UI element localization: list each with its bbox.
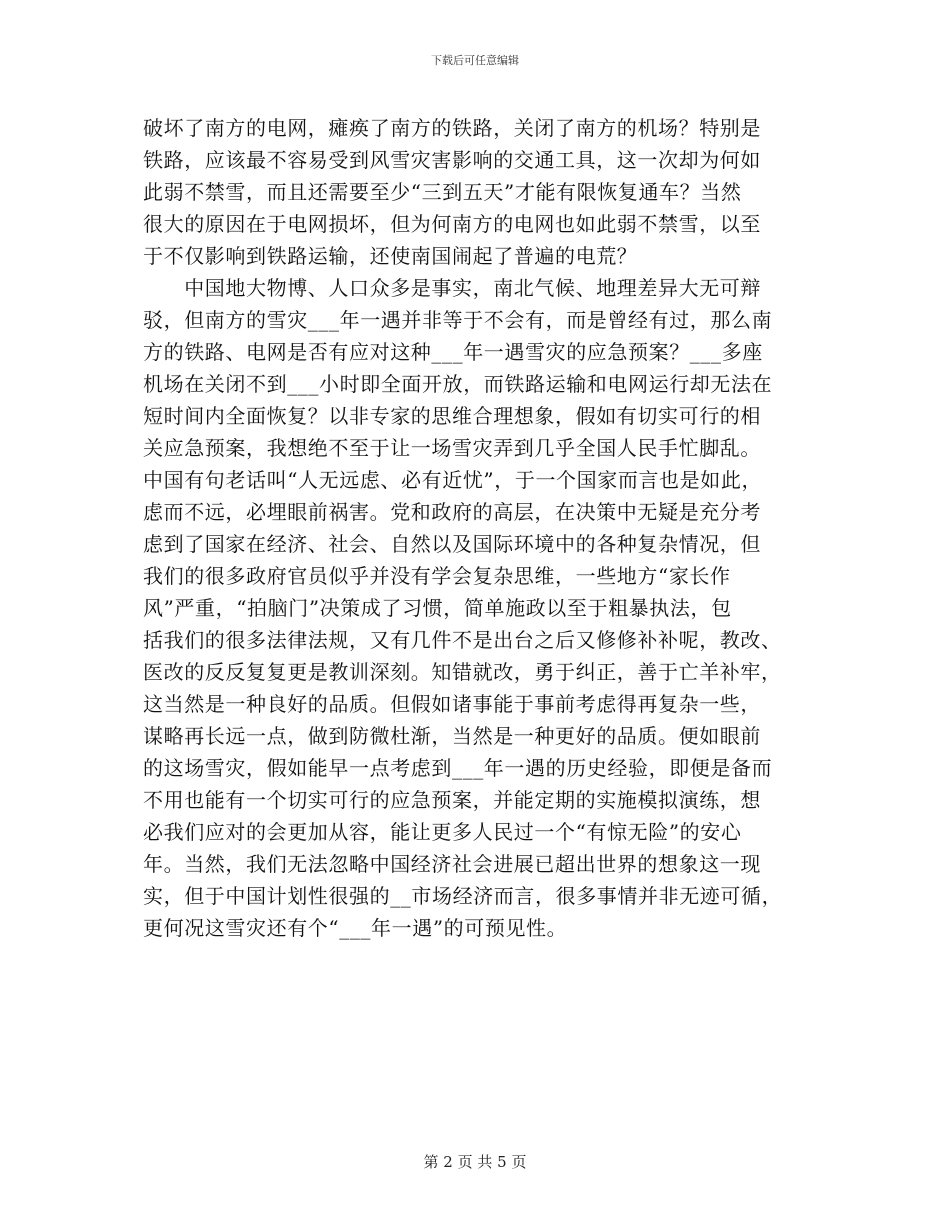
body-line: 方的铁路、电网是否有应对这种___年一遇雪灾的应急预案？___多座 [143, 340, 763, 364]
body-line: 括我们的很多法律法规，又有几件不是出台之后又修修补补呢，教改、 [143, 628, 782, 652]
body-line: 不用也能有一个切实可行的应急预案，并能定期的实施模拟演练，想 [143, 788, 761, 812]
body-line: 驳，但南方的雪灾___年一遇并非等于不会有，而是曾经有过，那么南 [143, 308, 773, 332]
body-line: 年。当然，我们无法忽略中国经济社会进展已超出世界的想象这一现 [143, 852, 761, 876]
body-line: 中国有句老话叫“人无远虑、必有近忧”，于一个国家而言也是如此， [143, 468, 763, 492]
body-line: 虑到了国家在经济、社会、自然以及国际环境中的各种复杂情况，但 [143, 532, 761, 556]
document-body [143, 112, 813, 944]
body-line: 我们的很多政府官员似乎并没有学会复杂思维，一些地方“家长作 [143, 564, 731, 588]
body-line: 更何况这雪灾还有个“___年一遇”的可预见性。 [143, 916, 568, 940]
body-line: 破坏了南方的电网，瘫痪了南方的铁路，关闭了南方的机场？特别是 [143, 116, 761, 140]
body-line: 短时间内全面恢复？以非专家的思维合理想象，假如有切实可行的相 [143, 404, 761, 428]
body-line: 于不仅影响到铁路运输，还使南国闹起了普遍的电荒？ [143, 244, 638, 268]
body-line: 医改的反反复复更是教训深刻。知错就改，勇于纠正，善于亡羊补牢， [143, 660, 782, 684]
body-line: 虑而不远，必埋眼前祸害。党和政府的高层，在决策中无疑是充分考 [143, 500, 761, 524]
body-line: 关应急预案，我想绝不至于让一场雪灾弄到几乎全国人民手忙脚乱。 [143, 436, 761, 460]
body-line: 必我们应对的会更加从容，能让更多人民过一个“有惊无险”的安心 [143, 820, 742, 844]
body-line: 实，但于中国计划性很强的__市场经济而言，很多事情并非无迹可循， [143, 884, 783, 908]
body-line: 的这场雪灾，假如能早一点考虑到___年一遇的历史经验，即便是备而 [143, 756, 773, 780]
page-number: 第 2 页 共 5 页 [423, 1153, 527, 1171]
body-line: 机场在关闭不到___小时即全面开放，而铁路运输和电网运行却无法在 [143, 372, 773, 396]
body-line: 谋略再长远一点，做到防微杜渐，当然是一种更好的品质。便如眼前 [143, 724, 761, 748]
page-header-note: 下载后可任意编辑 [431, 54, 519, 67]
body-line: 此弱不禁雪，而且还需要至少“三到五天”才能有限恢复通车？当然 [143, 180, 742, 204]
body-line: 很大的原因在于电网损坏，但为何南方的电网也如此弱不禁雪，以至 [143, 212, 761, 236]
body-line: 铁路，应该最不容易受到风雪灾害影响的交通工具，这一次却为何如 [143, 148, 761, 172]
body-line: 风”严重，“拍脑门”决策成了习惯，简单施政以至于粗暴执法，包 [143, 596, 732, 620]
body-line: 这当然是一种良好的品质。但假如诸事能于事前考虑得再复杂一些， [143, 692, 761, 716]
body-line: 中国地大物博、人口众多是事实，南北气候、地理差异大无可辩 [143, 276, 761, 300]
